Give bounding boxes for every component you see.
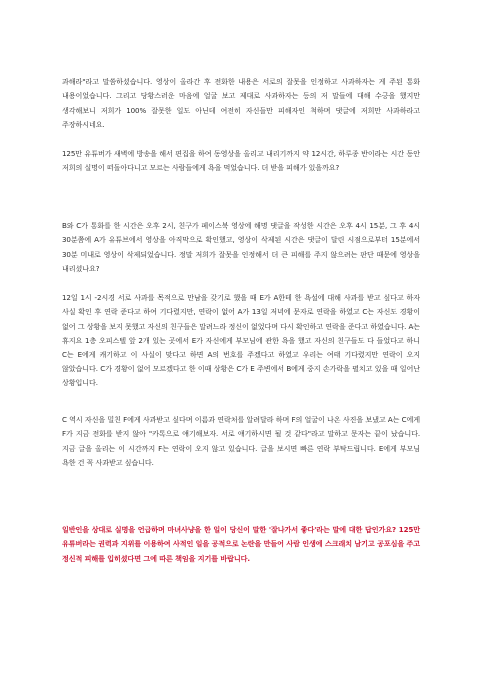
- paragraph-contact-request: C 역시 자신을 밀친 F에게 사과받고 싶다며 이름과 연락처를 알려달라 하며 F의 얼굴이 나온 사진을 보냈고 A는 C에게 F가 지금 전화를 받지 않아 "카톡으로 얘기해보자. 서로 얘기하시면 될 것 같다"라고 말하고 문자는 끝이 났습니다. 지금 글을 올리는 이 시간까지 F는 연락이 오지 않고 있습니다. 글을 보시면 빠른 연락 부탁드립니다. E에게 부모님 욕한 건 꼭 사과받고 싶습니다.: [62, 415, 420, 467]
- paragraph-apology-call: 과해라"라고 말씀하셨습니다. 영상이 올라간 후 전화한 내용은 서로의 잘못을 인정하고 사과하자는 게 주된 통화 내용이었습니다. 그리고 당황스러운 마음에 얼굴 보고 제대로 사과하자는 등의 저 말들에 대해 수긍을 했지만 생각해보니 저희가 100% 잘못한 일도 아닌데 여전히 자신들만 피해자인 척하며 댓글에 저희만 사과하라고 주장하시네요.: [62, 77, 420, 129]
- paragraph-timeline: B와 C가 통화를 한 시간은 오후 2시, 친구가 페이스북 영상에 해명 댓글을 작성한 시간은 오후 4시 15분, 그 후 4시 30분쯤에 A가 유튜브에서 영상을 아직막으로 확인했고, 영상이 삭제된 시간은 댓글이 달린 시점으로부터 15분에서 30분 미내로 영상이 삭제되었습니다. 정말 저희가 잘못을 인정해서 더 큰 피해를 주지 않으려는 판단 때문에 영상을 내리셨나요?: [62, 221, 420, 273]
- paragraph-meeting-account: 12일 1시 -2시경 서로 사과를 목적으로 만남을 갖기로 했을 때 E가 A한테 한 욕설에 대해 사과를 받고 싶다고 하자 사실 확인 후 연락 준다고 하여 기다렸지만, 연락이 없어 A가 13일 저녁에 문자로 연락을 하였고 C는 자신도 경황이 없어 그 상황을 보지 못했고 자신의 친구들은 말려느라 정신이 없었다며 다시 확인하고 연락을 준다고 하였습니다. A는 휴지요 1층 오피스텔 앞 2개 있는 곳에서 E가 자신에게 부모님에 관한 욕을 했고 자신의 친구들도 다 들었다고 하니 C는 E에게 캐기하고 이 사실이 맞다고 하면 A의 번호를 주겠다고 하였고 우리는 여태 기다렸지만 연락이 오지 않았습니다. C가 경황이 없어 모르겠다고 한 이때 상황은 C가 E 주변에서 B에게 중지 손가락을 펼치고 있을 때 일어난 상황입니다.: [62, 293, 420, 388]
- paragraph-demand-responsibility: 일반인을 상대로 실명을 언급하며 마녀사냥을 한 일이 당신이 말한 '잘나가서 좋다'라는 말에 대한 답인가요? 125만 유튜버라는 권력과 지위를 이용하여 사적인 일을 공적으로 논란을 만들어 사람 인생에 스크래치 남기고 공포심을 주고 정신적 피해를 입히셨다면 그에 따른 책임을 지기를 바랍니다.: [62, 525, 420, 563]
- paragraph-twelve-hours: 125만 유튜버가 새벽에 방송을 해서 편집을 하여 동영상을 올리고 내리기까지 약 12시간, 하루종 반이라는 시간 동안 저희의 실명이 떠돌아다니고 모르는 사람들에게 욕을 먹었습니다. 더 받을 피해가 있을까요?: [62, 149, 420, 173]
